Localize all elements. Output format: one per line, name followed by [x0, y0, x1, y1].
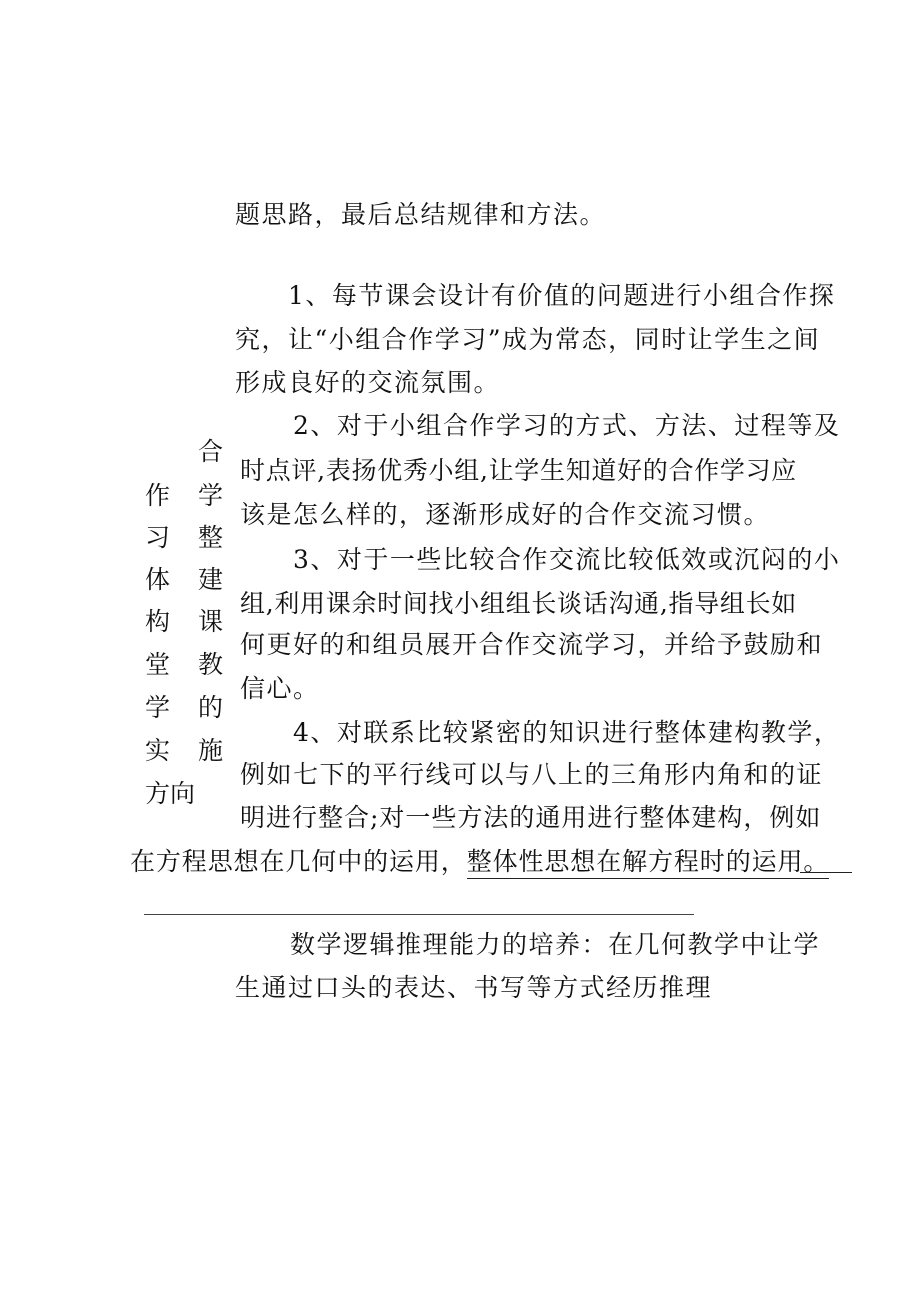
side-char-b-3: 建	[198, 565, 224, 594]
side-char-a-6: 实	[145, 736, 171, 765]
side-char-a-1: 习	[145, 523, 171, 552]
side-char-b-4: 课	[198, 607, 224, 636]
side-char-b-7: 施	[198, 736, 224, 765]
item-2-line-1: 2、对于小组合作学习的方式、方法、过程等及	[293, 411, 841, 440]
side-char-a-2: 体	[145, 565, 171, 594]
last-line-plain: 在方程思想在几何中的运用，	[130, 847, 467, 876]
item-4-line-3: 明进行整合;对一些方法的通用进行整体建构，例如	[240, 803, 822, 832]
side-char-a-3: 构	[145, 607, 171, 636]
side-char-a-0: 作	[145, 481, 171, 510]
side-char-b-5: 教	[198, 650, 224, 679]
intro-line: 题思路，最后总结规律和方法。	[235, 200, 607, 229]
side-char-b-1: 学	[198, 481, 224, 510]
side-char-a-4: 堂	[145, 650, 171, 679]
side-char-b-0: 合	[198, 437, 224, 466]
item-4-line-1: 4、对联系比较紧密的知识进行整体建构教学，	[293, 718, 841, 747]
section-divider	[144, 914, 694, 915]
item-3-line-3: 何更好的和组员展开合作交流学习，并给予鼓励和	[240, 630, 824, 659]
item-2-line-3: 该是怎么样的，逐渐形成好的合作交流习惯。	[240, 500, 771, 529]
next-section-line-1: 数学逻辑推理能力的培养：在几何教学中让学	[290, 930, 821, 959]
side-char-b-2: 整	[198, 523, 224, 552]
side-char-a-5: 学	[145, 693, 171, 722]
item-4-line-2: 例如七下的平行线可以与八上的三角形内角和的证	[240, 760, 824, 789]
item-1-line-2: 究，让“小组合作学习”成为常态，同时让学生之间	[235, 325, 821, 354]
item-1-line-3: 形成良好的交流氛围。	[235, 368, 501, 397]
side-char-b-6: 的	[198, 693, 224, 722]
item-3-line-2: 组,利用课余时间找小组组长谈话沟通,指导组长如	[240, 589, 797, 618]
last-line-underlined: 整体性思想在解方程时的运用。	[467, 847, 830, 879]
underline-extension	[800, 872, 852, 873]
side-label-bottom: 方向	[145, 779, 196, 808]
item-3-line-1: 3、对于一些比较合作交流比较低效或沉闷的小	[293, 545, 841, 574]
item-1-line-1: 1、每节课会设计有价值的问题进行小组合作探	[288, 281, 836, 310]
item-4-line-4	[130, 847, 829, 877]
next-section-line-2: 生通过口头的表达、书写等方式经历推理	[235, 973, 713, 1002]
item-2-line-2: 时点评,表扬优秀小组,让学生知道好的合作学习应	[240, 456, 797, 485]
item-3-line-4: 信心。	[240, 674, 320, 703]
